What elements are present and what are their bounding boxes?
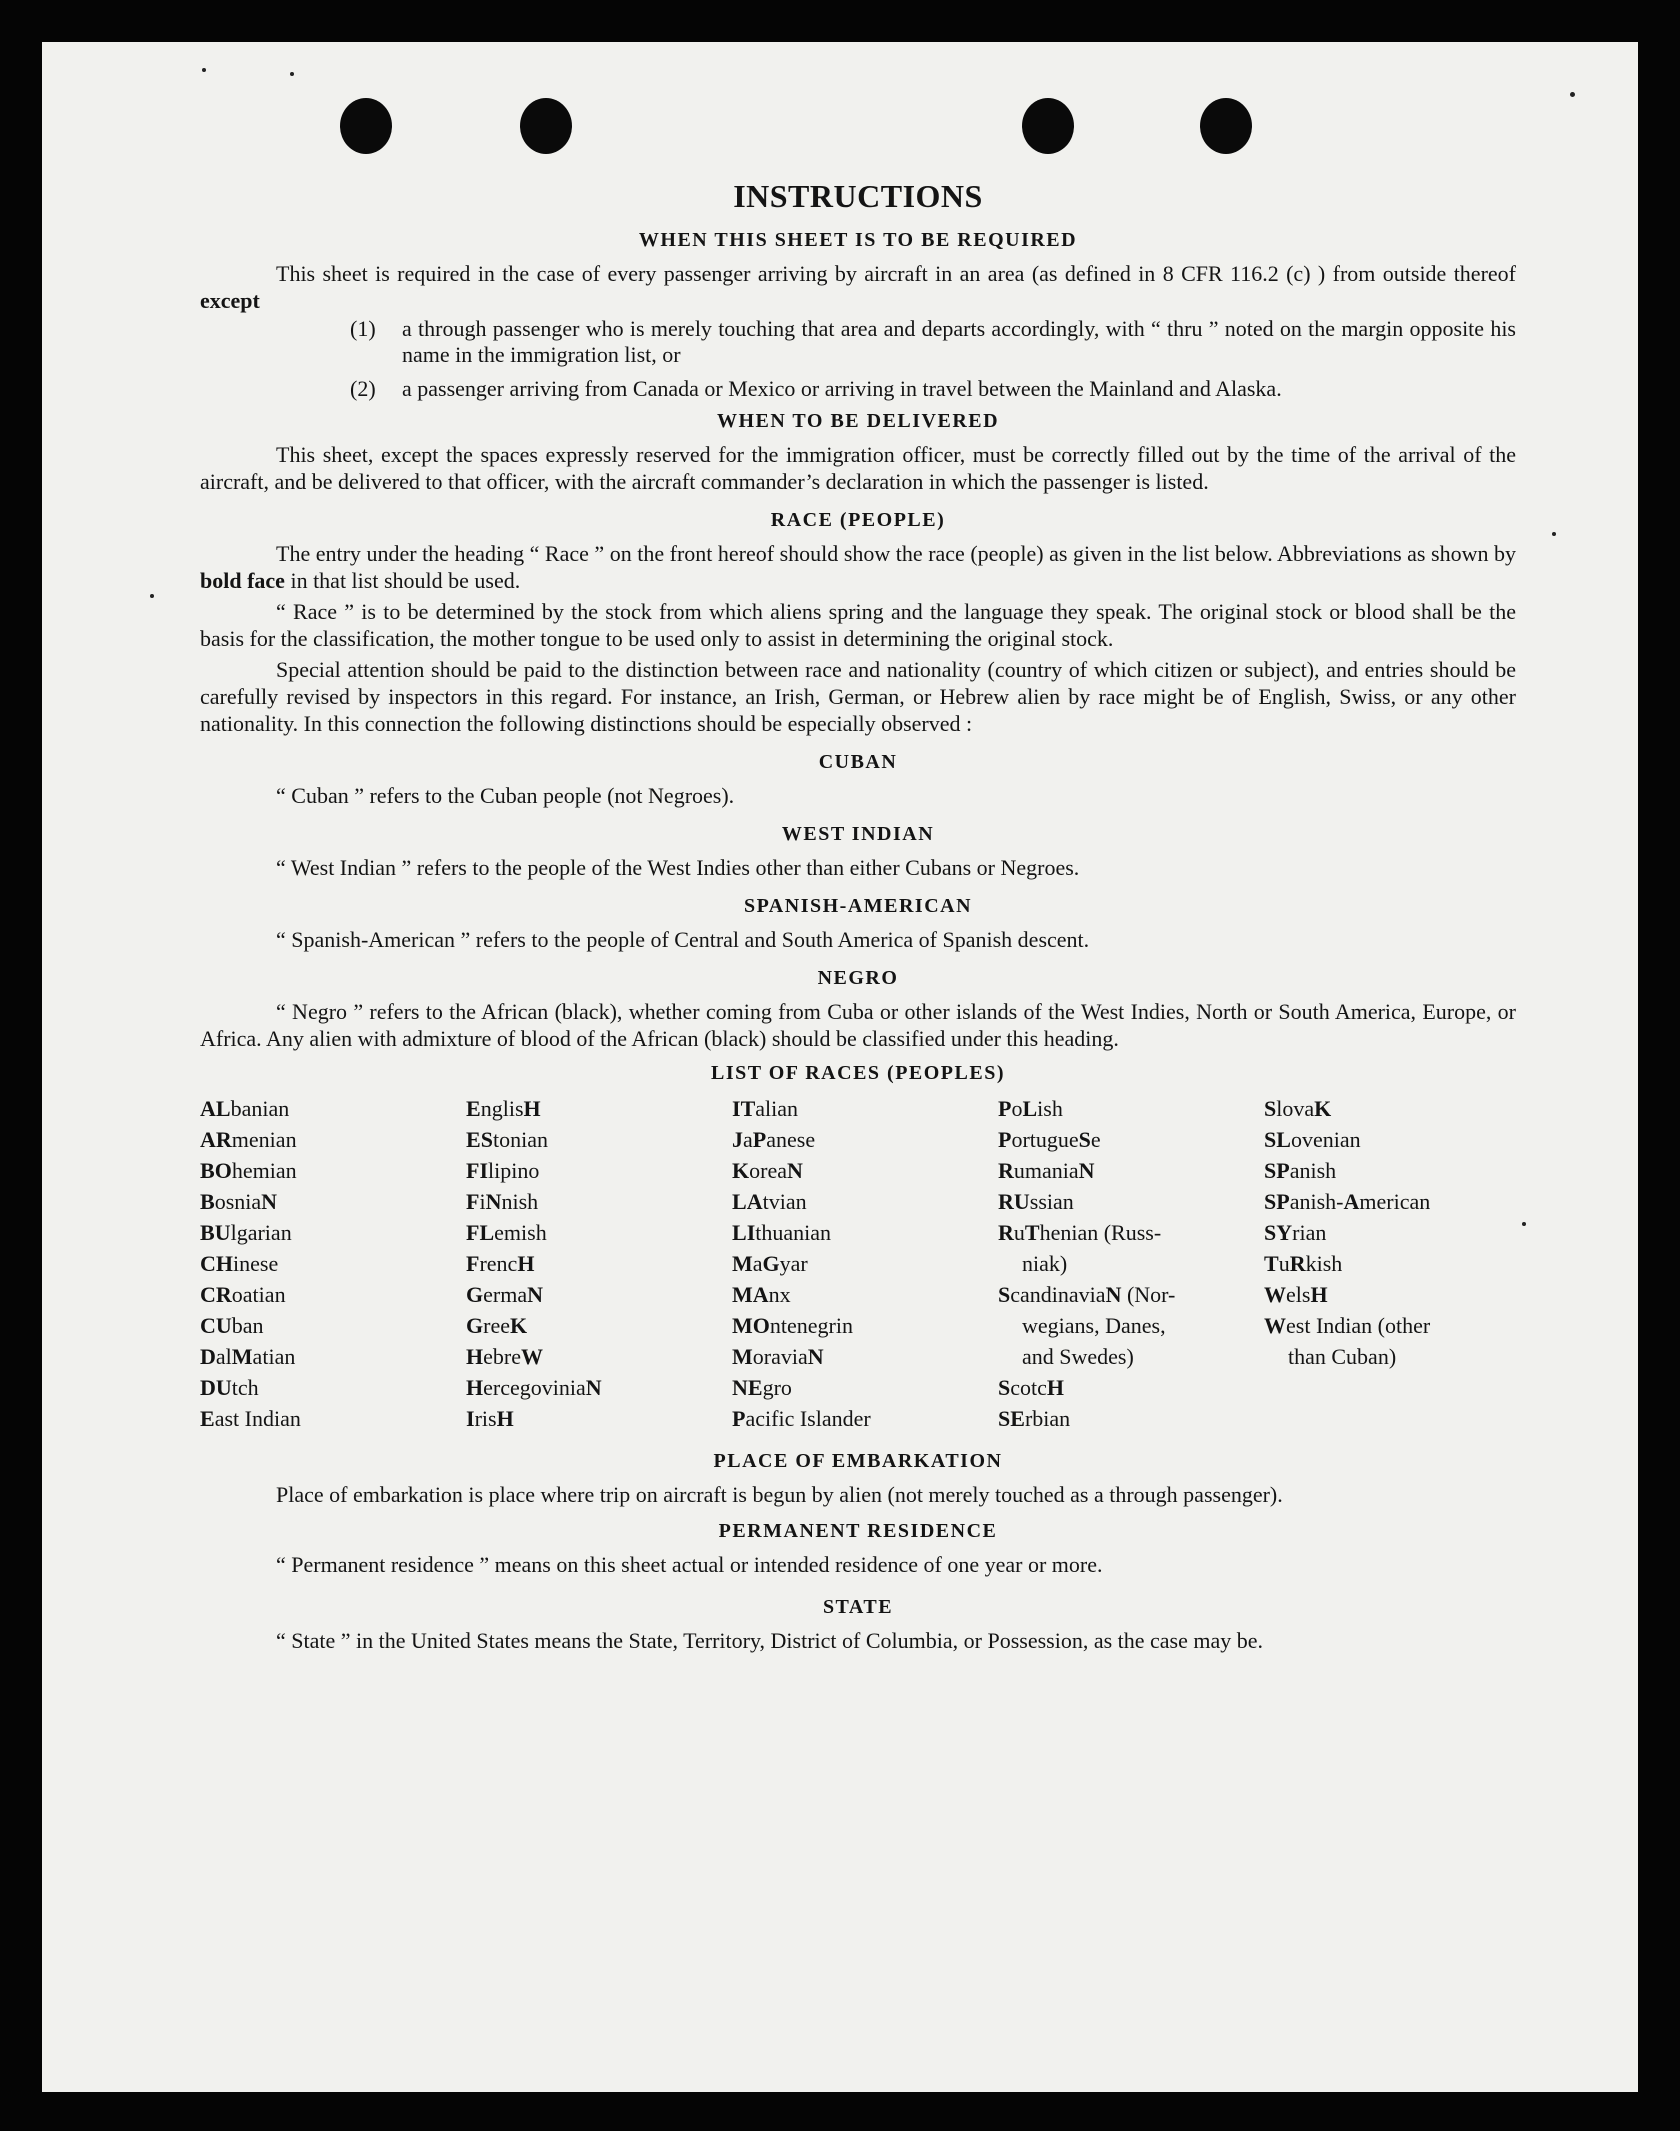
- heading-west-indian: WEST INDIAN: [781, 823, 935, 845]
- race-item: MOntenegrin: [732, 1313, 853, 1338]
- race-p1-a: The entry under the heading “ Race ” on the front hereof should show the race (people) as given in the list below. Abbreviations as shown by: [276, 541, 1516, 566]
- heading-state: STATE: [822, 1596, 894, 1618]
- race-item: ARmenian: [200, 1127, 297, 1152]
- exception-text: a through passenger who is merely touching that area and departs accordingly, with “ thru ” noted on the margin opposite his name in the immigration list, or: [402, 316, 1516, 367]
- race-item: FLemish: [466, 1220, 547, 1245]
- exception-number: (2): [350, 376, 376, 401]
- punch-hole: [1200, 98, 1252, 154]
- race-item: NEgro: [732, 1375, 792, 1400]
- intro-bold: except: [200, 288, 260, 313]
- document-page: [42, 42, 1638, 2092]
- race-item: ScandinaviaN (Nor-: [998, 1282, 1176, 1307]
- race-item: SPanish: [1264, 1158, 1337, 1183]
- race-item: JaPanese: [732, 1127, 816, 1152]
- speck: [1522, 1222, 1526, 1226]
- heading-list-of-races: LIST OF RACES (PEOPLES): [710, 1062, 1005, 1084]
- punch-hole: [1022, 98, 1074, 154]
- race-item: SPanish-American: [1264, 1189, 1431, 1214]
- negro-definition: “ Negro ” refers to the African (black), whether coming from Cuba or other islands of the West Indies, North or South America, Europe, or Africa. Any alien with admixture of blood of the African (black) should be classified under this heading.: [200, 999, 1516, 1051]
- speck: [290, 72, 294, 76]
- spanish-american-definition: “ Spanish-American ” refers to the people of Central and South America of Spanish descent.: [276, 927, 1090, 952]
- race-item: LIthuanian: [732, 1220, 832, 1245]
- speck: [1552, 532, 1556, 536]
- race-item: MoraviaN: [732, 1344, 824, 1369]
- race-item: DUtch: [200, 1375, 259, 1400]
- race-item: RUssian: [998, 1189, 1074, 1214]
- race-item: West Indian (other: [1264, 1313, 1431, 1338]
- race-item: SLovenian: [1264, 1127, 1361, 1152]
- residence-text: “ Permanent residence ” means on this sheet actual or intended residence of one year or more.: [276, 1552, 1103, 1577]
- heading-spanish-american: SPANISH-AMERICAN: [743, 895, 973, 917]
- punch-hole: [340, 98, 392, 154]
- race-paragraph-2: “ Race ” is to be determined by the stock from which aliens spring and the language they speak. The original stock or blood shall be the basis for the classification, the mother tongue to be used only to assist in determining the original stock.: [200, 599, 1516, 651]
- when-required-intro: [200, 260, 1516, 314]
- race-p1-b: in that list should be used.: [290, 568, 521, 593]
- race-item: CUban: [200, 1313, 264, 1338]
- race-item: FiNnish: [466, 1189, 539, 1214]
- race-item: East Indian: [200, 1406, 301, 1431]
- exception-item: [200, 376, 1516, 402]
- race-item: Pacific Islander: [732, 1406, 871, 1431]
- speck: [150, 594, 154, 598]
- race-item: KoreaN: [732, 1158, 803, 1183]
- race-item: WelsH: [1264, 1282, 1328, 1307]
- race-item: than Cuban): [1288, 1344, 1397, 1369]
- exception-item: [200, 316, 1516, 368]
- race-item: wegians, Danes,: [1022, 1313, 1166, 1338]
- state-text: “ State ” in the United States means the State, Territory, District of Columbia, or Possession, as the case may be.: [276, 1628, 1264, 1653]
- race-item: HercegoviniaN: [466, 1375, 602, 1400]
- race-item: ScotcH: [998, 1375, 1065, 1400]
- race-item: [1264, 1372, 1516, 1403]
- heading-negro: NEGRO: [817, 967, 899, 989]
- race-item: [1264, 1403, 1516, 1434]
- west-indian-definition: “ West Indian ” refers to the people of the West Indies other than either Cubans or Negroes.: [276, 855, 1080, 880]
- race-item: MaGyar: [732, 1251, 808, 1276]
- race-item: niak): [1022, 1251, 1068, 1276]
- speck: [202, 68, 206, 72]
- race-item: HebreW: [466, 1344, 543, 1369]
- race-item: GreeK: [466, 1313, 528, 1338]
- speck: [1570, 92, 1575, 97]
- race-paragraph-3: Special attention should be paid to the distinction between race and nationality (country of which citizen or subject), and entries should be carefully revised by inspectors in this regard. For instance, an Irish, German, or Hebrew alien by race might be of English, Swiss, or any other nationality. In this connection the following distinctions should be especially observed :: [200, 657, 1516, 736]
- race-item: BOhemian: [200, 1158, 297, 1183]
- race-item: BosniaN: [200, 1189, 278, 1214]
- heading-embarkation: PLACE OF EMBARKATION: [713, 1450, 1003, 1472]
- embarkation-text: Place of embarkation is place where trip on aircraft is begun by alien (not merely touched as a through passenger).: [276, 1482, 1283, 1507]
- race-item: SErbian: [998, 1406, 1071, 1431]
- heading-cuban: CUBAN: [818, 751, 898, 773]
- heading-when-required: WHEN THIS SHEET IS TO BE REQUIRED: [638, 229, 1078, 251]
- heading-race: RACE (PEOPLE): [770, 509, 946, 531]
- race-item: ALbanian: [200, 1096, 290, 1121]
- when-delivered-text: This sheet, except the spaces expressly reserved for the immigration officer, must be correctly filled out by the time of the arrival of the aircraft, and be delivered to that officer, with the aircraft commander’s declaration in which the passenger is listed.: [200, 442, 1516, 494]
- race-item: EStonian: [466, 1127, 548, 1152]
- race-item: SYrian: [1264, 1220, 1327, 1245]
- intro-text: This sheet is required in the case of every passenger arriving by aircraft in an area (as defined in 8 CFR 116.2 (c) ) from outside thereof: [276, 261, 1516, 286]
- race-item: RumaniaN: [998, 1158, 1095, 1183]
- race-item: GermaN: [466, 1282, 543, 1307]
- race-item: SlovaK: [1264, 1096, 1332, 1121]
- race-item: FrencH: [466, 1251, 535, 1276]
- race-item: TuRkish: [1264, 1251, 1343, 1276]
- race-item: RuThenian (Russ-: [998, 1220, 1162, 1245]
- race-item: MAnx: [732, 1282, 791, 1307]
- exception-number: (1): [350, 316, 376, 341]
- races-list: [200, 1093, 1516, 1434]
- race-item: CHinese: [200, 1251, 279, 1276]
- race-item: BUlgarian: [200, 1220, 292, 1245]
- instructions-content: [200, 178, 1516, 1654]
- heading-residence: PERMANENT RESIDENCE: [718, 1520, 998, 1542]
- race-item: CRoatian: [200, 1282, 286, 1307]
- race-item: EnglisH: [466, 1096, 541, 1121]
- heading-when-delivered: WHEN TO BE DELIVERED: [716, 410, 1000, 432]
- exception-text: a passenger arriving from Canada or Mexico or arriving in travel between the Mainland and Alaska.: [402, 376, 1282, 401]
- cuban-definition: “ Cuban ” refers to the Cuban people (not Negroes).: [276, 783, 735, 808]
- race-item: PoLish: [998, 1096, 1063, 1121]
- race-paragraph-1: [200, 540, 1516, 594]
- race-item: and Swedes): [1022, 1344, 1134, 1369]
- page-title: INSTRUCTIONS: [733, 178, 983, 214]
- race-item: ITalian: [732, 1096, 799, 1121]
- race-item: FIlipino: [466, 1158, 540, 1183]
- race-item: PortugueSe: [998, 1127, 1101, 1152]
- race-p1-bold: bold face: [200, 568, 285, 593]
- race-item: DalMatian: [200, 1344, 296, 1369]
- punch-hole: [520, 98, 572, 154]
- race-item: IrisH: [466, 1406, 514, 1431]
- race-item: LAtvian: [732, 1189, 807, 1214]
